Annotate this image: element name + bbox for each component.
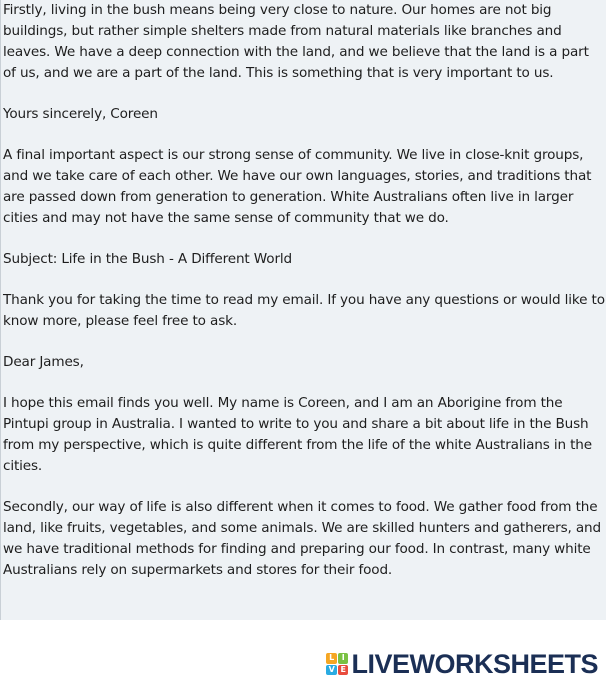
paragraph-secondly: Secondly, our way of life is also different when it comes to food. We gather food from the land, like fruits, vegetables, and some animals. We are skilled hunters and gatherers, and we have traditional methods for finding and preparing our food. In contrast, many white Australians rely on supermarkets and stores for their food. xyxy=(3,499,601,578)
logo-tile-i: I xyxy=(338,653,349,664)
email-text xyxy=(3,0,605,601)
logo-tile-v: V xyxy=(326,665,337,676)
brand-name: LIVEWORKSHEETS xyxy=(351,649,598,679)
paragraph-introduction: I hope this email finds you well. My name is Coreen, and I am an Aborigine from the Pintupi group in Australia. I wanted to write to you and share a bit about life in the Bush from my perspective, which is quite different from the life of the white Australians in the cities. xyxy=(3,395,592,474)
liveworksheets-logo-icon xyxy=(326,653,348,675)
logo-tile-l: L xyxy=(326,653,337,664)
liveworksheets-brand[interactable] xyxy=(326,650,598,678)
footer xyxy=(0,620,610,689)
paragraph-subject: Subject: Life in the Bush - A Different World xyxy=(3,251,292,267)
paragraph-thank-you: Thank you for taking the time to read my email. If you have any questions or would like to know more, please feel free to ask. xyxy=(3,292,605,329)
paragraph-firstly: Firstly, living in the bush means being very close to nature. Our homes are not big buildings, but rather simple shelters made from natural materials like branches and leaves. We have a deep connection with the land, and we believe that the land is a part of us, and we are a part of the land. This is something that is very important to us. xyxy=(3,2,589,81)
left-border xyxy=(0,0,1,620)
paragraph-final-aspect: A final important aspect is our strong sense of community. We live in close-knit groups, and we take care of each other. We have our own languages, stories, and traditions that are passed down from generation to generation. White Australians often live in larger cities and may not have the same sense of community that we do. xyxy=(3,147,592,226)
logo-tile-e: E xyxy=(338,665,349,676)
paragraph-closing: Yours sincerely, Coreen xyxy=(3,106,158,122)
paragraph-greeting: Dear James, xyxy=(3,354,84,370)
